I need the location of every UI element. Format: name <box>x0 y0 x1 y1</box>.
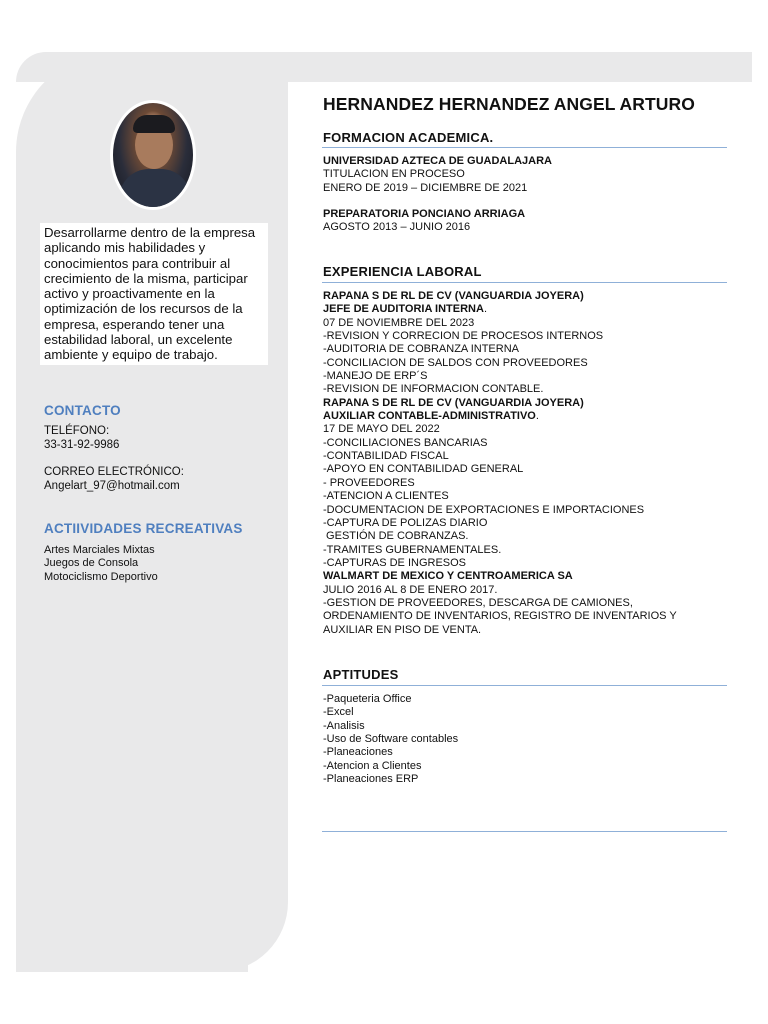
task-item: -CAPTURAS DE INGRESOS <box>323 556 467 569</box>
contact-heading: CONTACTO <box>44 403 121 418</box>
list-item: -Analisis <box>323 719 365 732</box>
company-name: RAPANA S DE RL DE CV (VANGUARDIA JOYERA) <box>323 396 584 409</box>
divider <box>322 685 727 686</box>
email-label: CORREO ELECTRÓNICO: <box>44 466 184 478</box>
list-item: Juegos de Consola <box>44 557 139 570</box>
task-item: -ATENCION A CLIENTES <box>323 490 449 503</box>
task-item: -CONCILIACION DE SALDOS CON PROVEEDORES <box>323 356 588 369</box>
task-item: ORDENAMIENTO DE INVENTARIOS, REGISTRO DE INVENTARIOS Y <box>323 610 677 623</box>
list-item: -Atencion a Clientes <box>323 759 422 772</box>
experience-heading: EXPERIENCIA LABORAL <box>323 264 482 279</box>
experience-list <box>323 290 723 637</box>
divider <box>322 147 727 148</box>
list-item: -Excel <box>323 706 354 719</box>
photo-hair <box>133 115 175 133</box>
task-item: -CONCILIACIONES BANCARIAS <box>323 436 488 449</box>
task-item: -MANEJO DE ERP´S <box>323 370 428 383</box>
list-item: -Planeaciones ERP <box>323 773 419 786</box>
job-role <box>323 303 723 316</box>
phone-label: TELÉFONO: <box>44 425 110 437</box>
task-item: GESTIÓN DE COBRANZAS. <box>323 530 469 543</box>
company-name: RAPANA S DE RL DE CV (VANGUARDIA JOYERA) <box>323 290 584 302</box>
task-item: -AUDITORIA DE COBRANZA INTERNA <box>323 343 519 356</box>
objective-text: Desarrollarme dentro de la empresa aplicando mis habilidades y conocimientos para contribuir al crecimiento de la misma, participar activo y proactivamente en la optimización de los recursos de la empresa, esperando tener una estabilidad laboral, un excelente ambiente y equipo de trabajo. <box>40 223 268 365</box>
list-item: -Planeaciones <box>323 746 393 759</box>
job-role <box>323 410 723 423</box>
education-heading: FORMACION ACADEMICA. <box>323 130 494 145</box>
list-item: Artes Marciales Mixtas <box>44 544 155 556</box>
role-text: AUXILIAR CONTABLE-ADMINISTRATIVO <box>323 410 536 423</box>
job-date: 17 DE MAYO DEL 2022 <box>323 423 440 436</box>
task-item: - PROVEEDORES <box>323 476 415 489</box>
sidebar-bottom <box>16 900 288 972</box>
education-entry <box>323 155 723 195</box>
list-item: -Paqueteria Office <box>323 693 412 705</box>
divider <box>322 831 727 832</box>
school-name: PREPARATORIA PONCIANO ARRIAGA <box>323 208 526 220</box>
task-item: -REVISION DE INFORMACION CONTABLE. <box>323 383 544 396</box>
email-value[interactable]: Angelart_97@hotmail.com <box>44 480 180 492</box>
role-text: JEFE DE AUDITORIA INTERNA <box>323 303 484 316</box>
phone-value: 33-31-92-9986 <box>44 439 120 451</box>
task-item: -TRAMITES GUBERNAMENTALES. <box>323 543 502 556</box>
candidate-name: HERNANDEZ HERNANDEZ ANGEL ARTURO <box>323 94 695 114</box>
list-item: -Uso de Software contables <box>323 733 459 746</box>
role-suffix: . <box>483 303 488 316</box>
task-item: -REVISION Y CORRECION DE PROCESOS INTERNOS <box>323 330 604 343</box>
list-item: Motociclismo Deportivo <box>44 570 158 583</box>
skills-heading: APTITUDES <box>323 667 399 682</box>
job-date: JULIO 2016 AL 8 DE ENERO 2017. <box>323 583 498 596</box>
photo-body <box>119 169 191 210</box>
task-item: -DOCUMENTACION DE EXPORTACIONES E IMPORTACIONES <box>323 503 645 516</box>
company-name: WALMART DE MEXICO Y CENTROAMERICA SA <box>323 570 573 583</box>
divider <box>322 282 727 283</box>
task-item: -APOYO EN CONTABILIDAD GENERAL <box>323 463 524 476</box>
school-name: UNIVERSIDAD AZTECA DE GUADALAJARA <box>323 155 552 167</box>
education-detail: TITULACION EN PROCESO <box>323 168 465 181</box>
task-item: -GESTION DE PROVEEDORES, DESCARGA DE CAMIONES, <box>323 596 633 609</box>
hobbies-heading: ACTIIVIDADES RECREATIVAS <box>44 521 243 536</box>
education-entry <box>323 208 723 235</box>
role-suffix: . <box>535 410 539 423</box>
skills-list <box>323 693 723 786</box>
hobbies-list <box>44 544 158 584</box>
education-dates: ENERO DE 2019 – DICIEMBRE DE 2021 <box>323 181 528 194</box>
education-dates: AGOSTO 2013 – JUNIO 2016 <box>323 221 471 234</box>
task-item: -CONTABILIDAD FISCAL <box>323 450 449 463</box>
profile-photo <box>110 100 196 210</box>
task-item: AUXILIAR EN PISO DE VENTA. <box>323 623 482 636</box>
job-date: 07 DE NOVIEMBRE DEL 2023 <box>323 316 475 329</box>
task-item: -CAPTURA DE POLIZAS DIARIO <box>323 516 488 529</box>
